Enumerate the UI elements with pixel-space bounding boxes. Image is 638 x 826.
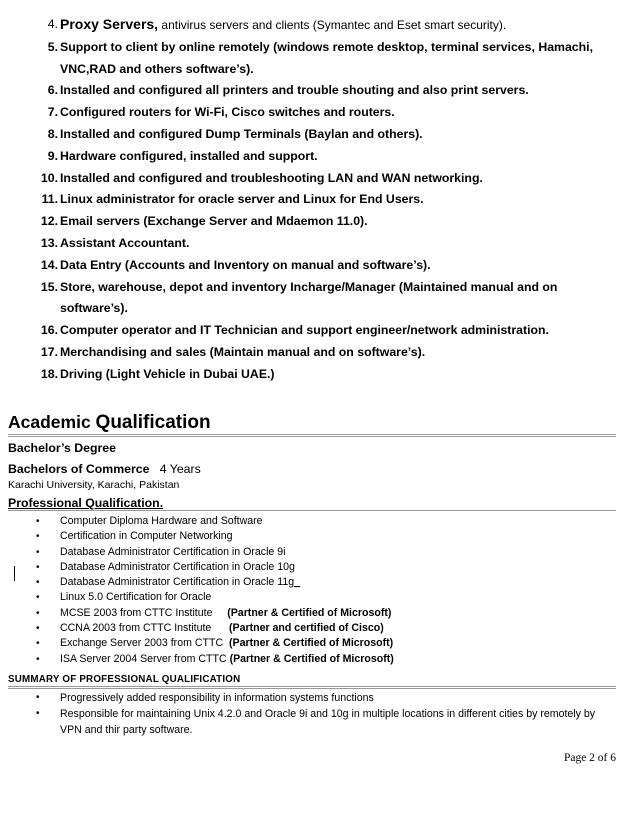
list-item: • Database Administrator Certification in Oracle 10g	[36, 560, 616, 575]
list-item-text: Store, warehouse, depot and inventory Incharge/Manager (Maintained manual and on	[60, 279, 558, 294]
list-item-text: antivirus servers and clients (Symantec and Eset smart security).	[158, 18, 507, 32]
list-number: 14.	[40, 257, 58, 272]
list-item-text: Installed and configured all printers and trouble shouting and also print servers.	[60, 83, 529, 98]
list-item	[24, 102, 624, 124]
list-item	[24, 80, 624, 102]
list-number: 17.	[40, 344, 58, 359]
list-number: 8.	[47, 126, 58, 141]
list-item: • Computer Diploma Hardware and Software	[36, 514, 616, 529]
list-number: 11.	[41, 192, 58, 207]
list-item-text: Support to client by online remotely (windows remote desktop, terminal services, Hamachi,	[60, 39, 593, 54]
list-item-text: Driving (Light Vehicle in Dubai UAE.)	[60, 366, 275, 381]
academic-qualification-heading: Academic Qualification	[8, 412, 211, 433]
list-item-text: Configured routers for Wi-Fi, Cisco switches and routers.	[60, 105, 395, 120]
bullet-icon: •	[36, 653, 40, 665]
list-number: 6.	[47, 83, 58, 98]
list-number: 10.	[40, 170, 58, 185]
list-item	[24, 14, 624, 37]
list-item: • Linux 5.0 Certification for Oracle	[36, 590, 616, 605]
list-item-text: software’s).	[60, 301, 128, 316]
section-divider	[8, 510, 616, 511]
list-item-text: Merchandising and sales (Maintain manual and on software’s).	[60, 344, 426, 359]
list-number: 12.	[40, 214, 58, 229]
bullet-icon: •	[36, 623, 40, 635]
university-name: Karachi University, Karachi, Pakistan	[8, 479, 180, 491]
bullet-icon: •	[36, 592, 40, 604]
list-number: 16.	[40, 323, 58, 338]
list-item: • Responsible for maintaining Unix 4.2.0 and Oracle 9i and 10g in multiple locations in different cities by remotely by VPN and thir party software.	[36, 708, 596, 736]
bachelor-name: Bachelors of Commerce	[8, 462, 150, 476]
list-item	[24, 255, 624, 277]
section-divider	[8, 686, 616, 689]
bullet-icon: •	[36, 607, 40, 619]
text-cursor	[14, 566, 15, 581]
bullet-icon: •	[36, 546, 40, 558]
list-item	[24, 211, 624, 233]
bullet-icon: •	[36, 516, 40, 527]
list-item	[24, 146, 624, 168]
list-item	[24, 189, 624, 211]
summary-heading: SUMMARY OF PROFESSIONAL QUALIFICATION	[8, 674, 241, 685]
bullet-icon: •	[36, 708, 40, 719]
list-number: 4.	[47, 17, 58, 31]
list-number: 5.	[47, 39, 58, 54]
list-item	[24, 320, 624, 342]
list-item: • ISA Server 2004 Server from CTTC (Partner & Certified of Microsoft)	[36, 652, 616, 667]
list-item: • Certification in Computer Networking	[36, 529, 616, 544]
list-item	[24, 277, 624, 299]
list-item	[24, 342, 624, 364]
bullet-icon: •	[36, 692, 40, 703]
list-item: • CCNA 2003 from CTTC Institute (Partner and certified of Cisco)	[36, 621, 616, 636]
list-item-text: VNC,RAD and others software’s).	[60, 61, 254, 76]
list-item-text: Installed and configured Dump Terminals (Baylan and others).	[60, 126, 423, 141]
bachelor-duration: 4 Years	[159, 462, 201, 476]
professional-qualification-list	[36, 514, 616, 667]
list-number: 9.	[47, 148, 58, 163]
list-item	[24, 233, 624, 255]
list-item	[24, 59, 624, 81]
list-number	[24, 59, 60, 81]
degree-title: Bachelor’s Degree	[8, 441, 116, 455]
list-item	[24, 298, 624, 320]
bullet-icon: •	[36, 638, 40, 650]
experience-numbered-list	[24, 14, 624, 386]
bachelor-line	[8, 462, 201, 476]
list-number: 15.	[40, 279, 58, 294]
page-number: Page 2 of 6	[563, 752, 616, 764]
list-item: • Database Administrator Certification in Oracle 11g_	[36, 575, 616, 590]
list-item-lead: Proxy Servers,	[60, 16, 159, 32]
list-item-text: Computer operator and IT Technician and support engineer/network administration.	[60, 323, 549, 338]
list-item-text: Hardware configured, installed and support.	[60, 148, 318, 163]
bullet-icon: •	[36, 531, 40, 543]
bullet-icon: •	[36, 577, 40, 589]
list-item	[24, 37, 624, 59]
summary-list	[36, 690, 616, 738]
list-item: • Database Administrator Certification in Oracle 9i	[36, 545, 616, 560]
list-item-text: Data Entry (Accounts and Inventory on manual and software’s).	[60, 257, 431, 272]
list-item-text: Linux administrator for oracle server and Linux for End Users.	[60, 192, 424, 207]
list-item-text: Assistant Accountant.	[60, 235, 190, 250]
list-item-text: Installed and configured and troubleshooting LAN and WAN networking.	[60, 170, 483, 185]
bullet-icon: •	[36, 561, 40, 573]
list-number: 18.	[40, 366, 58, 381]
list-number: 7.	[47, 105, 58, 120]
list-number	[24, 298, 60, 320]
list-item: • Progressively added responsibility in information systems functions	[36, 692, 374, 704]
list-item: • MCSE 2003 from CTTC Institute (Partner & Certified of Microsoft)	[36, 606, 616, 621]
list-item	[24, 124, 624, 146]
list-item-text: Email servers (Exchange Server and Mdaemon 11.0).	[60, 214, 368, 229]
list-item	[24, 364, 624, 386]
professional-qualification-heading: Professional Qualification.	[8, 496, 164, 510]
list-item	[24, 168, 624, 190]
list-number: 13.	[40, 235, 58, 250]
section-divider	[8, 434, 616, 437]
list-item: • Exchange Server 2003 from CTTC (Partner & Certified of Microsoft)	[36, 636, 616, 651]
